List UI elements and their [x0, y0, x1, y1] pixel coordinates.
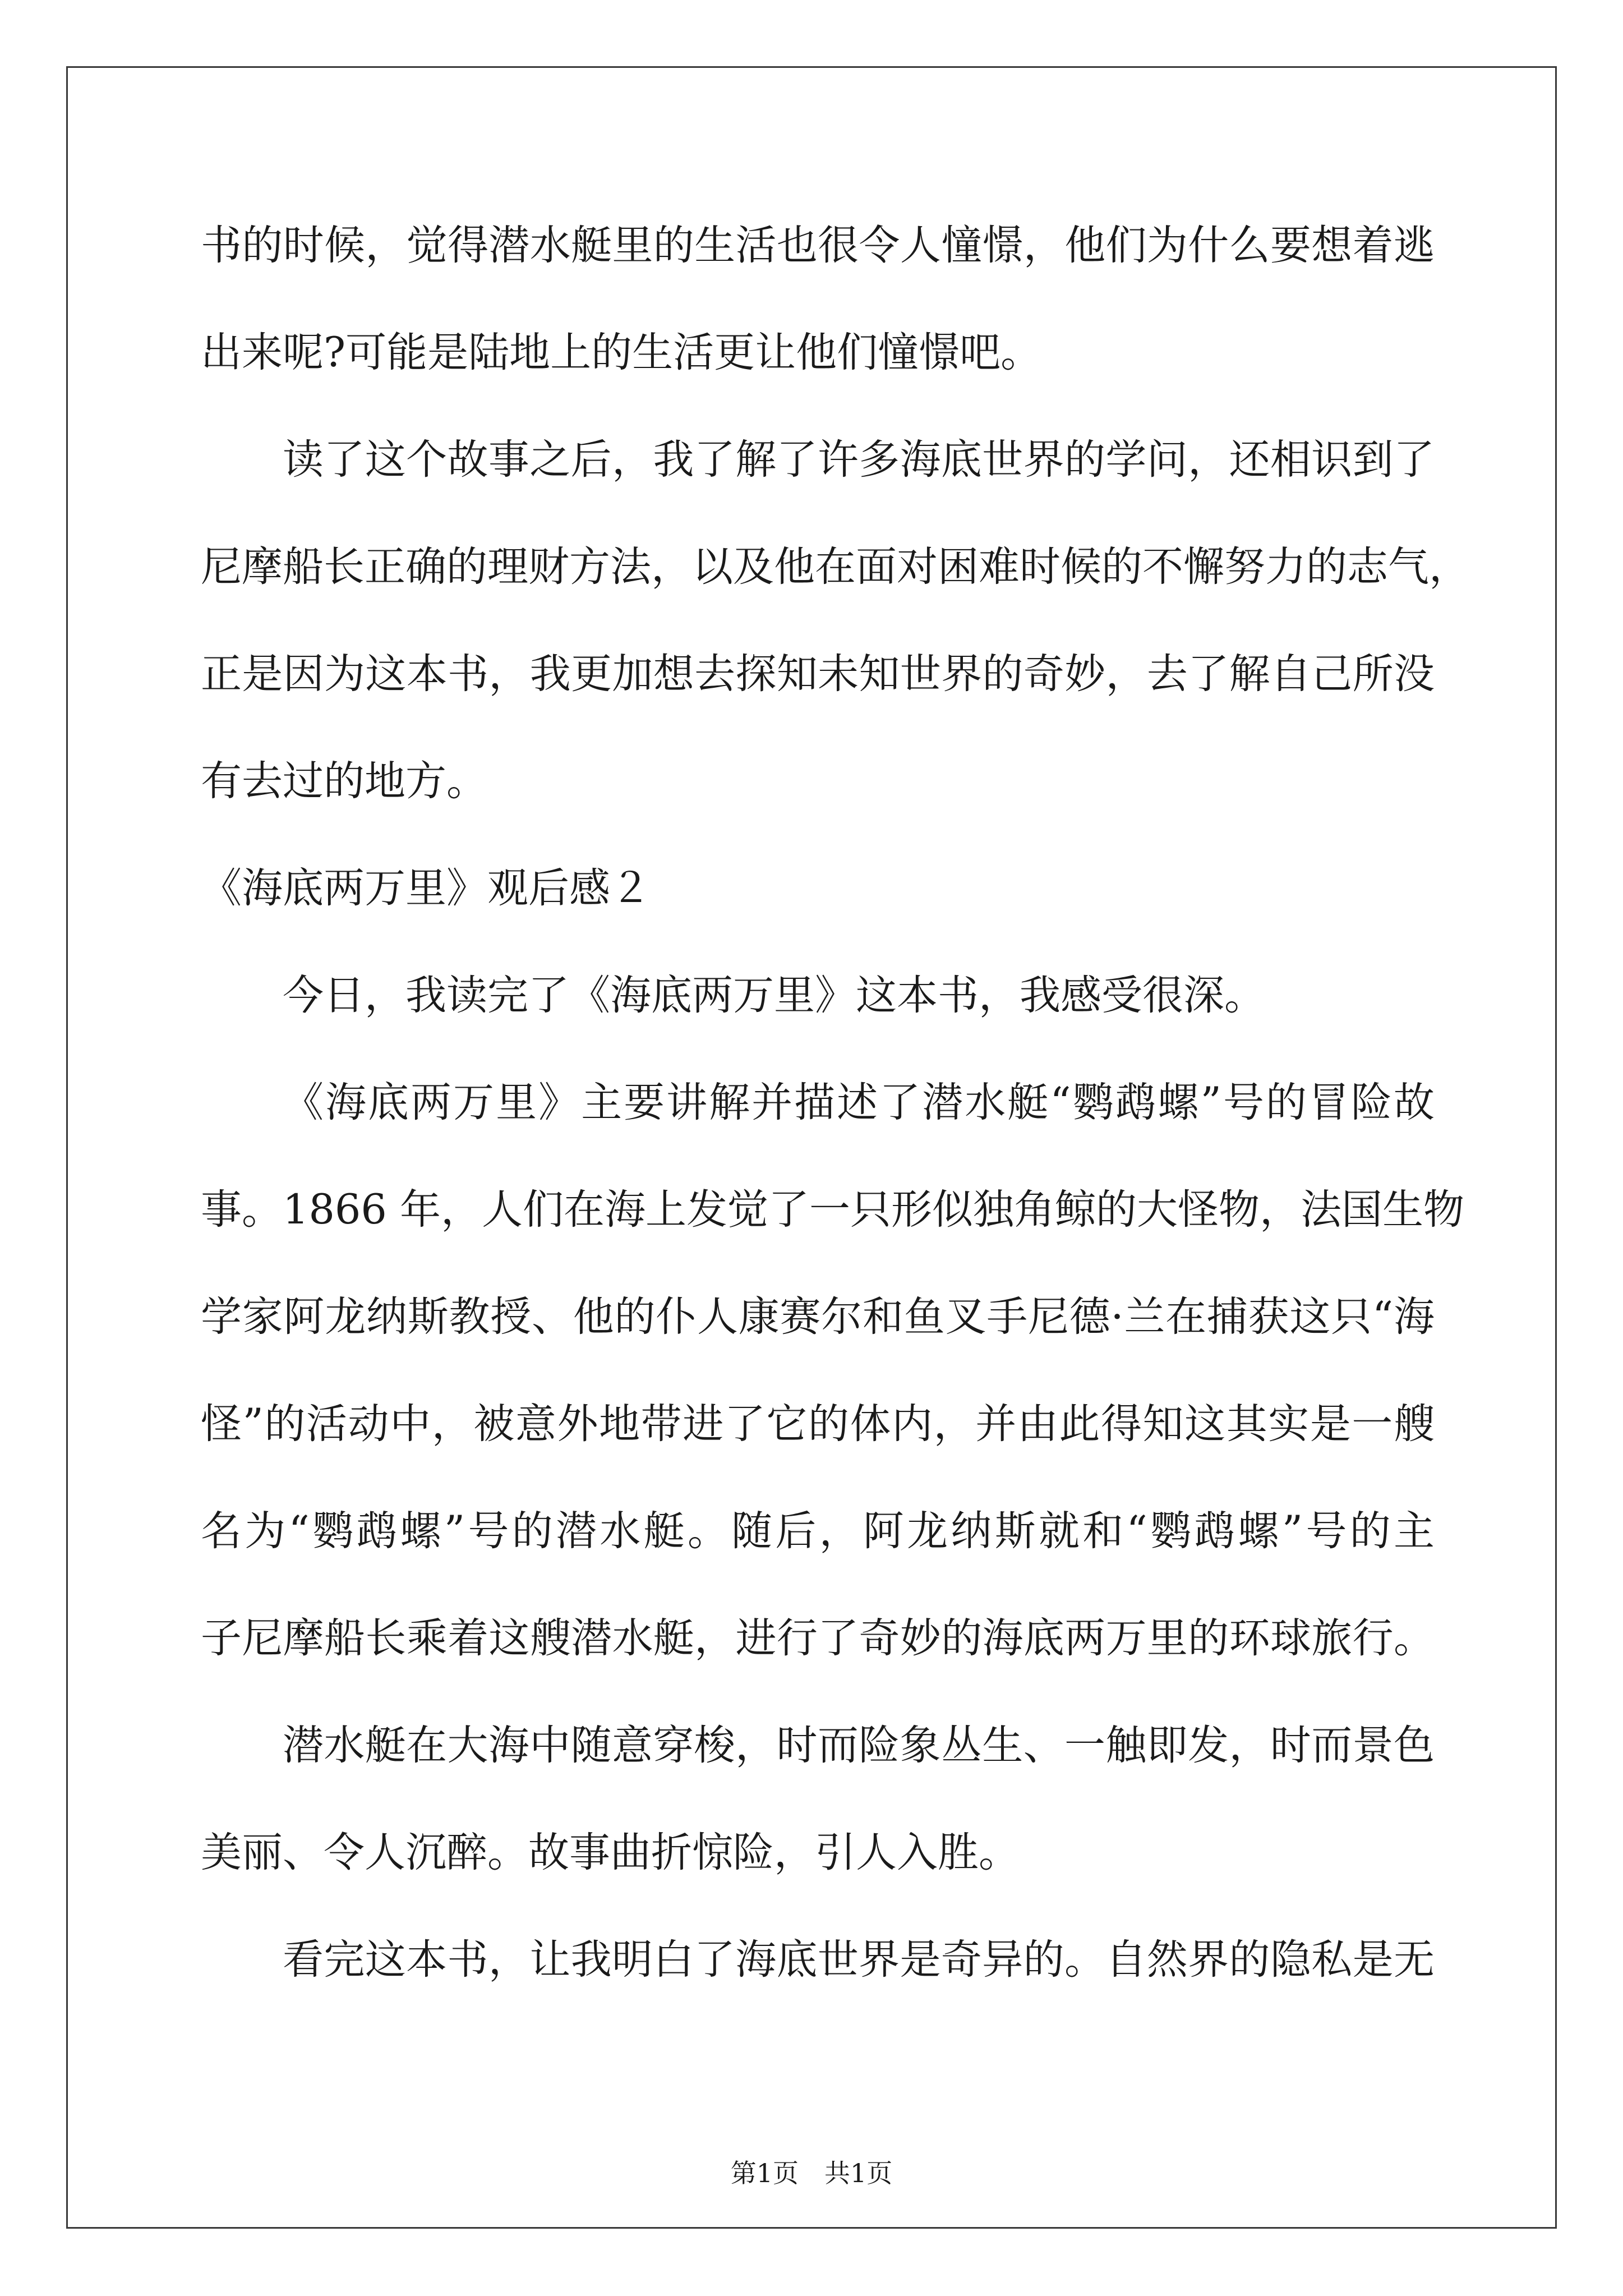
text-line: 学家阿龙纳斯教授、他的仆人康赛尔和鱼叉手尼德·兰在捕获这只“海 [201, 1293, 1435, 1341]
text-line: 读了这个故事之后，我了解了许多海底世界的学问，还相识到了 [283, 436, 1435, 484]
section-heading: 《海底两万里》观后感２ [201, 864, 651, 912]
text-line: 今日，我读完了《海底两万里》这本书，我感受很深。 [283, 972, 1265, 1019]
page-border [66, 66, 1557, 2229]
text-line: 子尼摩船长乘着这艘潜水艇，进行了奇妙的海底两万里的环球旅行。 [201, 1614, 1435, 1662]
text-line: 事。1866 年，人们在海上发觉了一只形似独角鲸的大怪物，法国生物 [201, 1186, 1464, 1234]
text-line: 有去过的地方。 [201, 757, 487, 805]
text-line: 正是因为这本书，我更加想去探知未知世界的奇妙，去了解自己所没 [201, 650, 1435, 698]
text-line: 尼摩船长正确的理财方法，以及他在面对困难时候的不懈努力的志气， [201, 543, 1470, 591]
text-line: 潜水艇在大海中随意穿梭，时而险象丛生、一触即发，时而景色 [283, 1722, 1435, 1769]
text-line: 怪”的活动中，被意外地带进了它的体内，并由此得知这其实是一艘 [201, 1400, 1435, 1448]
text-line: 出来呢?可能是陆地上的生活更让他们憧憬吧。 [201, 329, 1042, 376]
page-number-footer: 第1页 共1页 [730, 2158, 893, 2188]
text-line: 名为“鹦鹉螺”号的潜水艇。随后，阿龙纳斯就和“鹦鹉螺”号的主 [201, 1507, 1435, 1555]
text-line: 看完这本书，让我明白了海底世界是奇异的。自然界的隐私是无 [283, 1936, 1435, 1984]
text-line: 《海底两万里》主要讲解并描述了潜水艇“鹦鹉螺”号的冒险故 [283, 1079, 1435, 1126]
text-line: 美丽、令人沉醉。故事曲折惊险，引人入胜。 [201, 1829, 1020, 1876]
text-line: 书的时候，觉得潜水艇里的生活也很令人憧憬，他们为什么要想着逃 [201, 222, 1435, 269]
